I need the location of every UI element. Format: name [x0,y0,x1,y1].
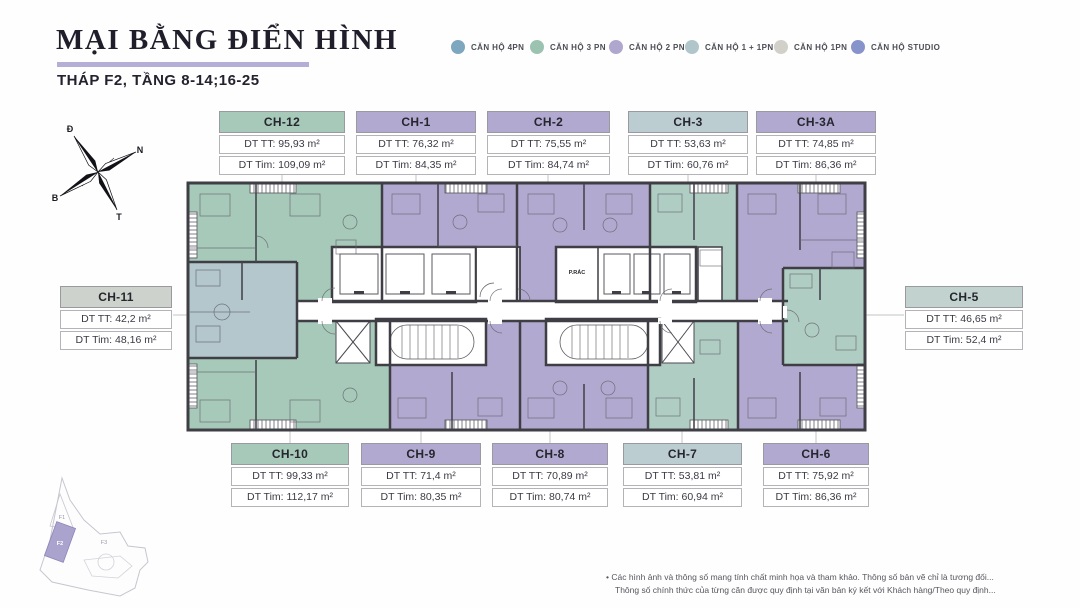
unit-card-ch-5 [905,286,1023,350]
unit-id: CH-5 [905,286,1023,308]
legend-label: CĂN HỘ STUDIO [871,42,941,52]
legend-label: CĂN HỘ 2 PN [629,42,685,52]
unit-dt-tim: DT Tim: 60,76 m² [628,156,748,175]
elevator-core-left [332,247,476,302]
unit-id: CH-6 [763,443,869,465]
compass-label-b: B [51,193,59,203]
unit-dt-tt: DT TT: 46,65 m² [905,310,1023,329]
unit-card-ch-6 [763,443,869,507]
legend-dot-4pn-icon [451,40,465,54]
unit-card-ch-1 [356,111,476,175]
unit-card-ch-9 [361,443,481,507]
unit-id: CH-11 [60,286,172,308]
site-label-f3: F3 [100,540,108,546]
legend-item-4pn [451,40,524,54]
unit-card-ch-3a [756,111,876,175]
unit-dt-tim: DT Tim: 112,17 m² [231,488,349,507]
trash-room-label: P.RÁC [568,270,586,276]
disclaimer-line-2: Thông số chính thức của từng căn được quy định tại văn bản ký kết với Khách hàng/Theo quy định... [615,585,996,596]
unit-card-ch-7 [623,443,742,507]
legend-item-3pn [530,40,606,54]
legend-item-1pn [774,40,847,54]
compass-icon [52,124,144,222]
unit-dt-tt: DT TT: 75,92 m² [763,467,869,486]
unit-id: CH-12 [219,111,345,133]
legend-label: CĂN HỘ 1PN [794,42,848,52]
unit-card-ch-2 [487,111,610,175]
unit-card-ch-12 [219,111,345,175]
legend-label: CĂN HỘ 4PN [471,42,525,52]
stair-core-left [376,319,486,365]
unit-card-ch-10 [231,443,349,507]
unit-dt-tim: DT Tim: 84,35 m² [356,156,476,175]
unit-dt-tim: DT Tim: 86,36 m² [763,488,869,507]
unit-id: CH-7 [623,443,742,465]
unit-id: CH-8 [492,443,608,465]
unit-dt-tim: DT Tim: 80,74 m² [492,488,608,507]
unit-card-ch-8 [492,443,608,507]
unit-dt-tt: DT TT: 74,85 m² [756,135,876,154]
unit-id: CH-2 [487,111,610,133]
compass-label-n: N [136,145,144,155]
unit-id: CH-1 [356,111,476,133]
page-subtitle: THÁP F2, TẦNG 8-14;16-25 [57,72,260,89]
compass-label-t: T [116,212,122,222]
legend-dot-1plus1pn-icon [685,40,699,54]
unit-dt-tt: DT TT: 71,4 m² [361,467,481,486]
legend-item-2pn [609,40,685,54]
unit-id: CH-9 [361,443,481,465]
unit-card-ch-11 [60,286,172,350]
site-label-f2: F2 [56,541,64,547]
unit-dt-tt: DT TT: 99,33 m² [231,467,349,486]
legend-dot-studio-icon [851,40,865,54]
unit-dt-tt: DT TT: 70,89 m² [492,467,608,486]
site-plan-minimap [40,478,148,596]
unit-dt-tim: DT Tim: 80,35 m² [361,488,481,507]
stair-core-right [546,319,660,365]
unit-id: CH-3A [756,111,876,133]
unit-id: CH-10 [231,443,349,465]
site-label-f1: F1 [58,515,66,521]
unit-dt-tim: DT Tim: 84,74 m² [487,156,610,175]
unit-dt-tt: DT TT: 42,2 m² [60,310,172,329]
legend-item-studio [851,40,940,54]
legend-item-1plus1pn [685,40,774,54]
unit-dt-tim: DT Tim: 86,36 m² [756,156,876,175]
legend-dot-2pn-icon [609,40,623,54]
unit-color-fills [188,183,865,430]
elevator-core-right [556,247,722,302]
unit-dt-tt: DT TT: 95,93 m² [219,135,345,154]
legend-dot-3pn-icon [530,40,544,54]
unit-card-ch-3 [628,111,748,175]
page-title: MẠI BẰNG ĐIỂN HÌNH [56,24,398,56]
unit-dt-tt: DT TT: 53,63 m² [628,135,748,154]
utility-room [476,247,520,301]
legend-dot-1pn-icon [774,40,788,54]
disclaimer [606,571,1074,597]
title-underline [57,62,309,67]
disclaimer-line-1: • Các hình ảnh và thông số mang tính chất minh họa và tham khảo. Thông số bản vẽ chỉ là tương đối... [606,571,1074,584]
compass-label-d: Đ [66,124,74,134]
unit-dt-tim: DT Tim: 48,16 m² [60,331,172,350]
legend-label: CĂN HỘ 1 + 1PN [705,42,774,52]
unit-dt-tim: DT Tim: 109,09 m² [219,156,345,175]
unit-dt-tt: DT TT: 76,32 m² [356,135,476,154]
unit-dt-tim: DT Tim: 60,94 m² [623,488,742,507]
legend-label: CĂN HỘ 3 PN [550,42,606,52]
unit-dt-tt: DT TT: 75,55 m² [487,135,610,154]
unit-id: CH-3 [628,111,748,133]
unit-dt-tim: DT Tim: 52,4 m² [905,331,1023,350]
unit-dt-tt: DT TT: 53,81 m² [623,467,742,486]
